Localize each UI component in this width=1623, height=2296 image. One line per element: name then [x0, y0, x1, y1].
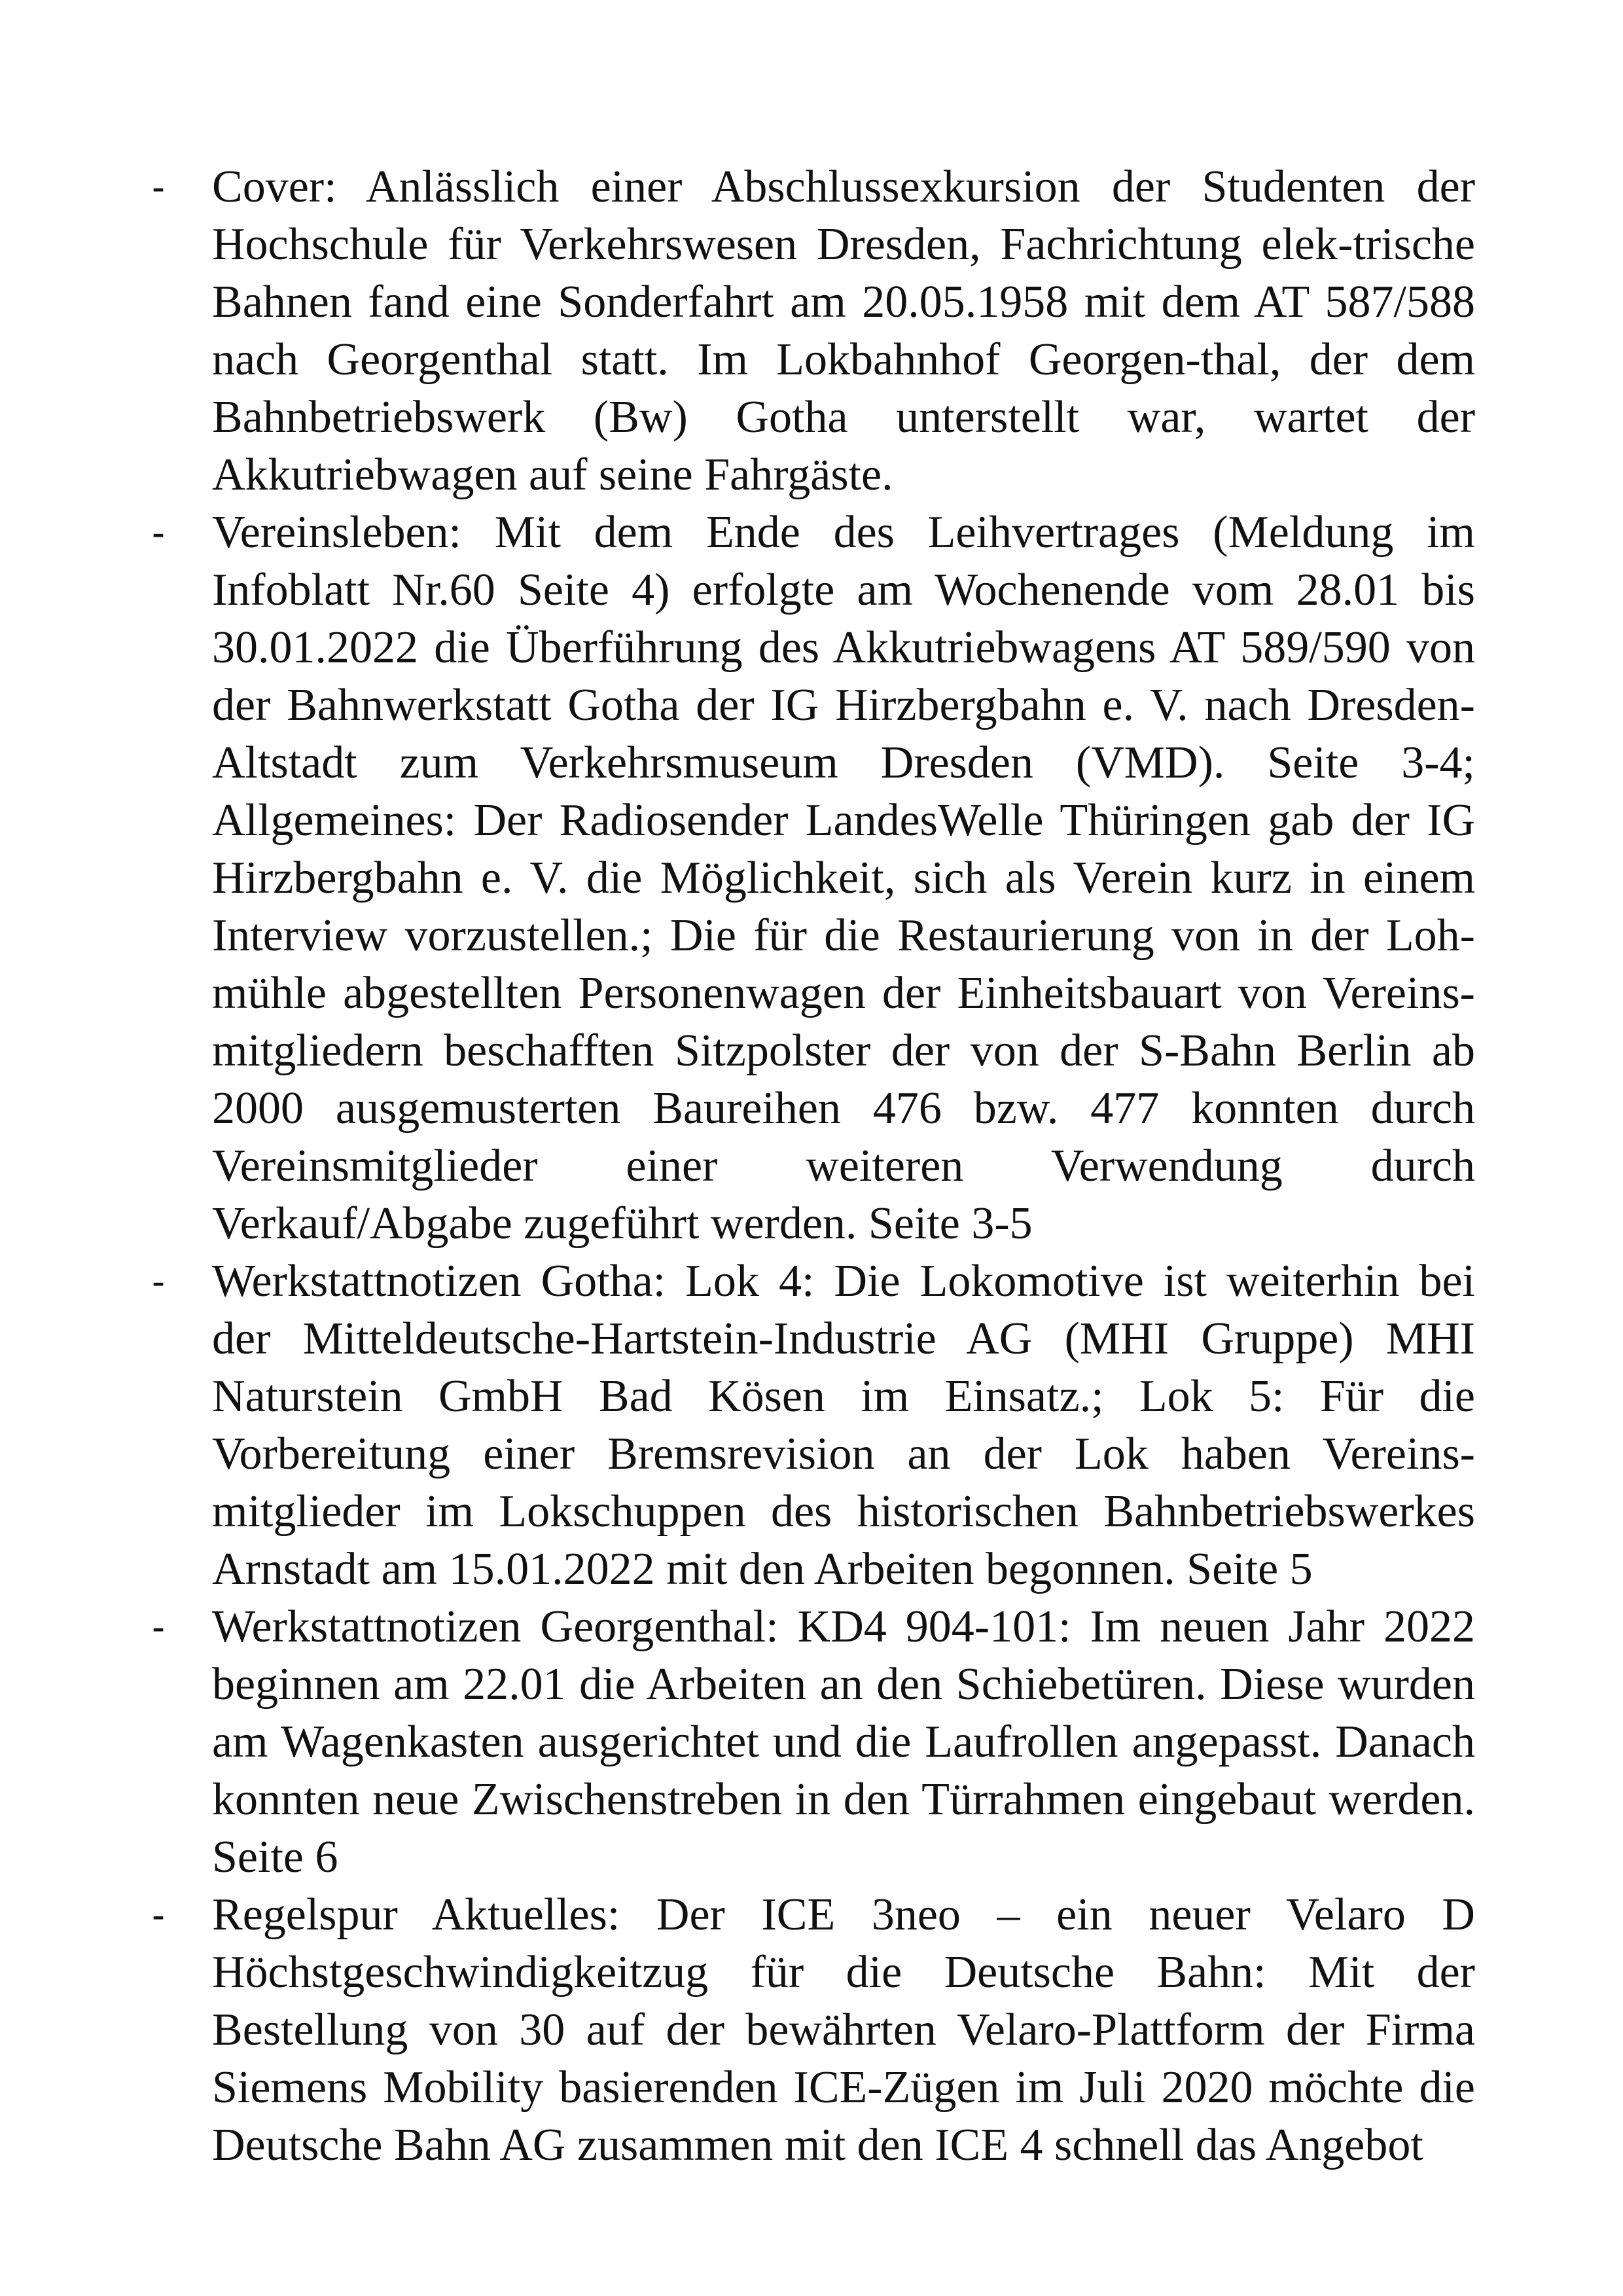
list-item-werkstattnotizen-gotha	[152, 1253, 1475, 1598]
dash-bullet: -	[152, 1893, 165, 1937]
dash-bullet: -	[152, 165, 165, 209]
item-text: Cover: Anlässlich einer Abschlussexkursion der Studenten der Hochschule für Verkehrswesen Dresden, Fachrichtung elek-trische Bahnen fand eine Sonderfahrt am 20.05.1958 mit dem AT 587/588 nach Georgenthal statt. Im Lokbahnhof Georgen-thal, der dem Bahnbetriebswerk (Bw) Gotha unterstellt war, wartet der Akkutriebwagen auf seine Fahrgäste.	[212, 162, 1475, 500]
list-item-werkstattnotizen-georgenthal	[152, 1598, 1475, 1886]
list-item-vereinsleben	[152, 504, 1475, 1253]
item-text: Werkstattnotizen Georgenthal: KD4 904-101: Im neuen Jahr 2022 beginnen am 22.01 die Arbeiten an den Schiebetüren. Diese wurden am Wagenkasten ausgerichtet und die Laufrollen angepasst. Danach konnten neue Zwischenstreben in den Türrahmen eingebaut werden. Seite 6	[212, 1602, 1475, 1882]
list-item-regelspur-aktuelles	[152, 1886, 1475, 2174]
dash-bullet: -	[152, 1259, 165, 1303]
dash-bullet: -	[152, 1605, 165, 1649]
item-text: Regelspur Aktuelles: Der ICE 3neo – ein neuer Velaro D Höchstgeschwindigkeitzug für die Deutsche Bahn: Mit der Bestellung von 30 auf der bewährten Velaro-Plattform der Firma Siemens Mobility basierenden ICE-Zügen im Juli 2020 möchte die Deutsche Bahn AG zusammen mit den ICE 4 schnell das Angebot	[212, 1890, 1475, 2170]
item-text: Werkstattnotizen Gotha: Lok 4: Die Lokomotive ist weiterhin bei der Mitteldeutsche-Hartstein-Industrie AG (MHI Gruppe) MHI Naturstein GmbH Bad Kösen im Einsatz.; Lok 5: Für die Vorbereitung einer Bremsrevision an der Lok haben Vereins-mitglieder im Lokschuppen des historischen Bahnbetriebswerkes Arnstadt am 15.01.2022 mit den Arbeiten begonnen. Seite 5	[212, 1256, 1475, 1594]
item-text: Vereinsleben: Mit dem Ende des Leihvertrages (Meldung im Infoblatt Nr.60 Seite 4) erfolgte am Wochenende vom 28.01 bis 30.01.2022 die Überführung des Akkutriebwagens AT 589/590 von der Bahnwerkstatt Gotha der IG Hirzbergbahn e. V. nach Dresden-Altstadt zum Verkehrsmuseum Dresden (VMD). Seite 3-4; Allgemeines: Der Radiosender LandesWelle Thüringen gab der IG Hirzbergbahn e. V. die Möglichkeit, sich als Verein kurz in einem Interview vorzustellen.; Die für die Restaurierung von in der Loh-mühle abgestellten Personenwagen der Einheitsbauart von Vereins-mitgliedern beschafften Sitzpolster der von der S-Bahn Berlin ab 2000 ausgemusterten Baureihen 476 bzw. 477 konnten durch Vereinsmitglieder einer weiteren Verwendung durch Verkauf/Abgabe zugeführt werden. Seite 3-5	[212, 507, 1475, 1249]
dash-bullet: -	[152, 511, 165, 554]
list-item-cover	[152, 158, 1475, 504]
summary-bullet-list	[152, 158, 1475, 2174]
